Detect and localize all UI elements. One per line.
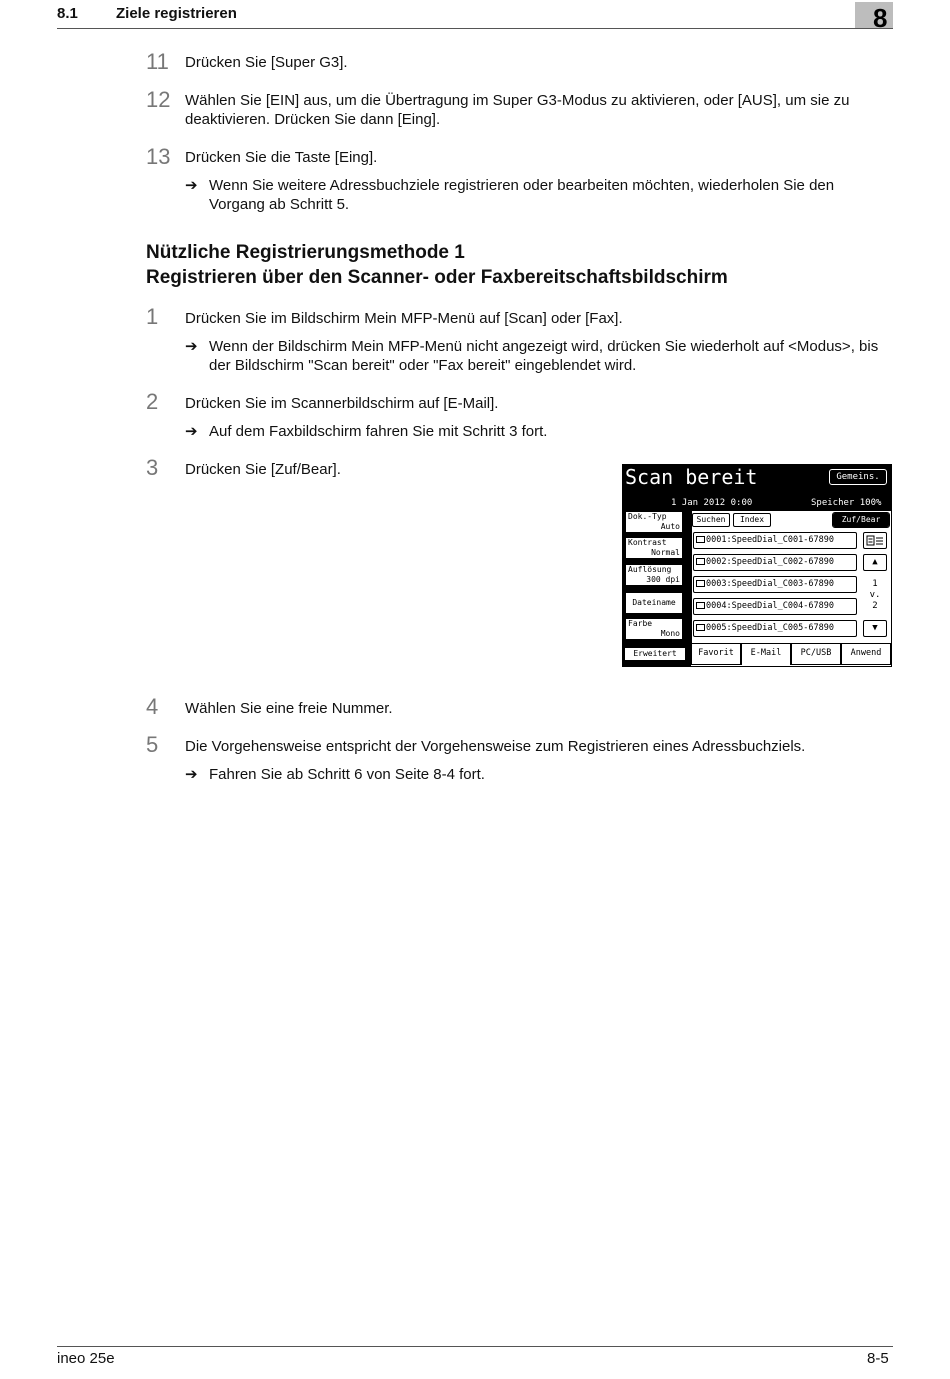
contrast-button[interactable]: Kontrast Normal bbox=[625, 537, 683, 559]
add-edit-button[interactable]: Zuf/Bear bbox=[833, 513, 889, 527]
list-view-button[interactable] bbox=[863, 532, 887, 549]
memory-status: Speicher 100% bbox=[811, 498, 882, 508]
tab-pc-usb[interactable]: PC/USB bbox=[791, 643, 841, 665]
arrow-icon: ➔ bbox=[185, 766, 198, 783]
step-note bbox=[185, 337, 895, 375]
common-button[interactable]: Gemeins. bbox=[829, 469, 887, 485]
step-text: Drücken Sie im Bildschirm Mein MFP-Menü auf [Scan] oder [Fax]. bbox=[185, 310, 623, 327]
tab-favorit[interactable]: Favorit bbox=[691, 643, 741, 665]
arrow-icon: ➔ bbox=[185, 423, 198, 440]
list-view-icon bbox=[866, 535, 884, 546]
step-note bbox=[185, 176, 895, 214]
step-text: Drücken Sie [Super G3]. bbox=[185, 54, 348, 71]
step-number: 13 bbox=[146, 144, 171, 169]
address-entry[interactable]: 0003:SpeedDial_C003-67890 bbox=[693, 576, 857, 593]
scroll-up-button[interactable] bbox=[863, 554, 887, 571]
step-number: 2 bbox=[146, 389, 159, 414]
page-current: 1 bbox=[872, 579, 878, 589]
product-name: ineo 25e bbox=[57, 1350, 115, 1367]
step-note-text: Wenn Sie weitere Adressbuchziele registrieren oder bearbeiten möchten, wiederholen Sie den Vorgang ab Schritt 5. bbox=[209, 177, 835, 213]
step-number: 1 bbox=[146, 304, 159, 329]
step-number: 12 bbox=[146, 87, 171, 112]
address-entry[interactable]: 0002:SpeedDial_C002-67890 bbox=[693, 554, 857, 571]
step-text: Drücken Sie [Zuf/Bear]. bbox=[185, 461, 341, 478]
step-text: Drücken Sie die Taste [Eing]. bbox=[185, 149, 378, 166]
mail-icon bbox=[696, 580, 705, 587]
doc-type-button[interactable]: Dok.-Typ Auto bbox=[625, 511, 683, 533]
address-entry[interactable]: 0001:SpeedDial_C001-67890 bbox=[693, 532, 857, 549]
step-number: 4 bbox=[146, 694, 159, 719]
step-number: 5 bbox=[146, 732, 159, 757]
step-note-text: Fahren Sie ab Schritt 6 von Seite 8-4 fort. bbox=[209, 766, 485, 783]
section-title: Ziele registrieren bbox=[116, 5, 237, 22]
scroll-down-button[interactable] bbox=[863, 620, 887, 637]
screen-date: 1 Jan 2012 0:00 bbox=[671, 498, 753, 508]
search-button[interactable]: Suchen bbox=[692, 513, 730, 527]
step-text: Wählen Sie eine freie Nummer. bbox=[185, 700, 393, 717]
section-heading-line-1: Nützliche Registrierungsmethode 1 bbox=[146, 242, 465, 263]
down-arrow-icon: ▼ bbox=[872, 623, 878, 633]
tab-anwend[interactable]: Anwend bbox=[841, 643, 891, 665]
arrow-icon: ➔ bbox=[185, 338, 198, 355]
step-number: 3 bbox=[146, 455, 159, 480]
step-text: Die Vorgehensweise entspricht der Vorgehensweise zum Registrieren eines Adressbuchziels. bbox=[185, 738, 806, 755]
address-entry[interactable]: 0004:SpeedDial_C004-67890 bbox=[693, 598, 857, 615]
settings-panel bbox=[623, 511, 689, 666]
mail-icon bbox=[696, 624, 705, 631]
mail-icon bbox=[696, 602, 705, 609]
page-total: 2 bbox=[872, 601, 878, 611]
step-note bbox=[185, 422, 895, 441]
resolution-button[interactable]: Auflösung 300 dpi bbox=[625, 564, 683, 586]
step-text: Drücken Sie im Scannerbildschirm auf [E-Mail]. bbox=[185, 395, 499, 412]
step-note-text: Auf dem Faxbildschirm fahren Sie mit Schritt 3 fort. bbox=[209, 423, 548, 440]
footer-rule bbox=[57, 1346, 893, 1347]
file-name-button[interactable]: Dateiname bbox=[625, 592, 683, 614]
section-heading-line-2: Registrieren über den Scanner- oder Faxbereitschaftsbildschirm bbox=[146, 267, 728, 288]
arrow-icon: ➔ bbox=[185, 177, 198, 194]
step-text: Wählen Sie [EIN] aus, um die Übertragung im Super G3-Modus zu aktivieren, oder [AUS], um sie zu deaktivieren. Drücken Sie dann [Eing]. bbox=[185, 92, 850, 128]
screen-title: Scan bereit bbox=[625, 465, 758, 489]
step-number: 11 bbox=[146, 49, 169, 74]
header-rule bbox=[57, 28, 893, 29]
chapter-number: 8 bbox=[873, 3, 888, 33]
step-note bbox=[185, 765, 895, 784]
address-entry[interactable]: 0005:SpeedDial_C005-67890 bbox=[693, 620, 857, 637]
mail-icon bbox=[696, 558, 705, 565]
color-button[interactable]: Farbe Mono bbox=[625, 618, 683, 640]
up-arrow-icon: ▲ bbox=[872, 557, 878, 567]
device-screen bbox=[622, 464, 892, 667]
step-note-text: Wenn der Bildschirm Mein MFP-Menü nicht angezeigt wird, drücken Sie wiederholt auf <Modus>, bis der Bildschirm "Scan bereit" oder "Fax bereit" eingeblendet wird. bbox=[209, 338, 879, 374]
mail-icon bbox=[696, 536, 705, 543]
page-number: 8-5 bbox=[867, 1350, 889, 1367]
page-of: v. bbox=[869, 590, 881, 600]
index-button[interactable]: Index bbox=[733, 513, 771, 527]
extended-button[interactable]: Erweitert bbox=[624, 647, 686, 661]
section-number: 8.1 bbox=[57, 5, 78, 22]
tab-e-mail[interactable]: E-Mail bbox=[741, 643, 791, 665]
